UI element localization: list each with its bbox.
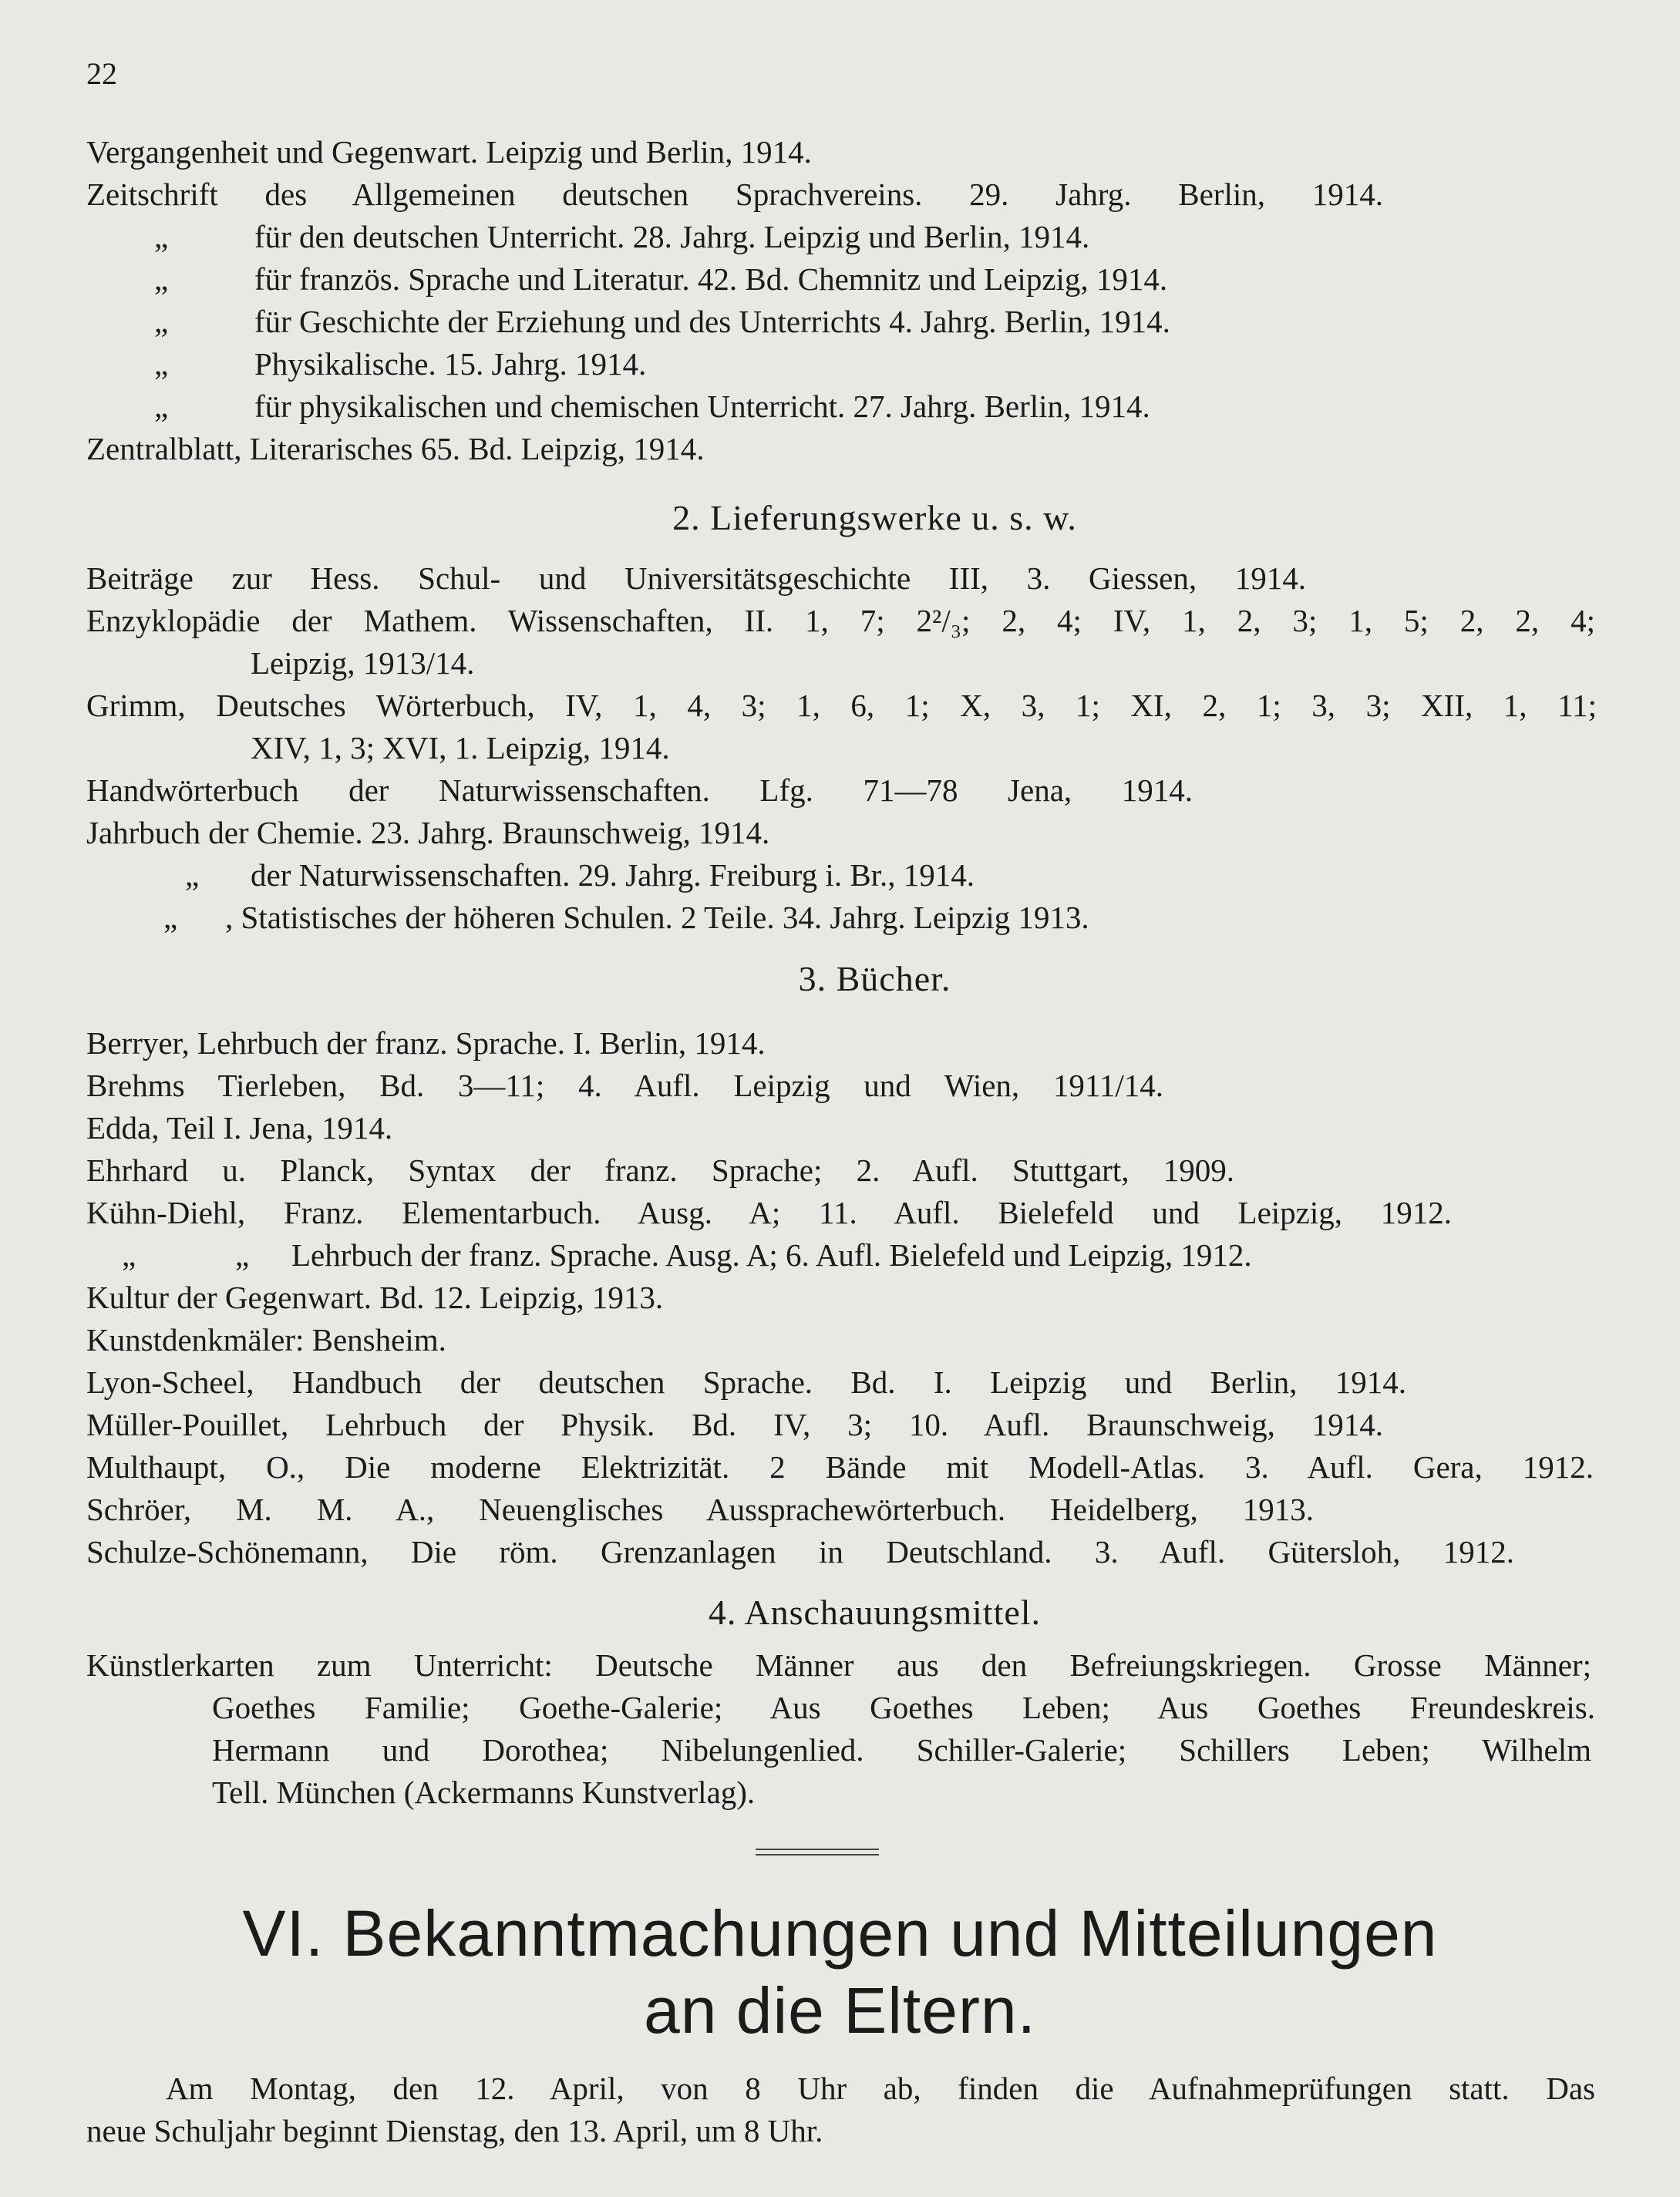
separator-rule (756, 1849, 879, 1859)
ditto-mark: „ (122, 1237, 136, 1273)
list-entry: der Naturwissenschaften. 29. Jahrg. Freiburg i. Br., 1914. (251, 857, 975, 893)
ditto-mark: „ (154, 261, 169, 297)
chapter-title: VI. Bekanntmachungen und Mitteilungen (242, 1897, 1438, 1970)
page-number: 22 (86, 56, 117, 91)
list-entry: Müller-Pouillet, Lehrbuch der Physik. Bd. IV, 3; 10. Aufl. Braunschweig, 1914. (86, 1407, 1383, 1442)
list-entry: Ehrhard u. Planck, Syntax der franz. Sprache; 2. Aufl. Stuttgart, 1909. (86, 1152, 1234, 1188)
list-entry-continuation: Hermann und Dorothea; Nibelungenlied. Schiller-Galerie; Schillers Leben; Wilhelm (212, 1732, 1591, 1768)
paragraph-line: neue Schuljahr beginnt Dienstag, den 13. April, um 8 Uhr. (86, 2113, 823, 2148)
list-entry: Berryer, Lehrbuch der franz. Sprache. I. Berlin, 1914. (86, 1025, 766, 1061)
list-entry: Edda, Teil I. Jena, 1914. (86, 1110, 393, 1146)
periodical-entry: für Geschichte der Erziehung und des Unterrichts 4. Jahrg. Berlin, 1914. (254, 304, 1170, 339)
ditto-mark: „ (185, 857, 200, 893)
ditto-mark: „ (235, 1237, 250, 1273)
periodical-entry: für physikalischen und chemischen Unterricht. 27. Jahrg. Berlin, 1914. (254, 389, 1150, 424)
list-entry: Multhaupt, O., Die moderne Elektrizität. 2 Bände mit Modell-Atlas. 3. Aufl. Gera, 1912. (86, 1449, 1594, 1485)
list-entry: Enzyklopädie der Mathem. Wissenschaften, II. 1, 7; 2²/₃; 2, 4; IV, 1, 2, 3; 1, 5; 2, 2, 4; (86, 603, 1595, 638)
section-heading-lieferungswerke: 2. Lieferungswerke u. s. w. (672, 498, 1077, 537)
list-entry-continuation: XIV, 1, 3; XVI, 1. Leipzig, 1914. (251, 730, 670, 765)
list-entry: Jahrbuch der Chemie. 23. Jahrg. Braunschweig, 1914. (86, 815, 770, 850)
list-entry: Lehrbuch der franz. Sprache. Ausg. A; 6. Aufl. Bielefeld und Leipzig, 1912. (291, 1237, 1252, 1273)
list-entry: Grimm, Deutsches Wörterbuch, IV, 1, 4, 3; 1, 6, 1; X, 3, 1; XI, 2, 1; 3, 3; XII, 1, 11; (86, 688, 1597, 723)
list-entry: Handwörterbuch der Naturwissenschaften. Lfg. 71—78 Jena, 1914. (86, 772, 1193, 808)
list-entry: Künstlerkarten zum Unterricht: Deutsche Männer aus den Befreiungskriegen. Grosse Männer; (86, 1647, 1591, 1683)
paragraph-line: Am Montag, den 12. April, von 8 Uhr ab, finden die Aufnahmeprüfungen statt. Das (166, 2071, 1595, 2106)
list-entry-continuation: Leipzig, 1913/14. (251, 645, 475, 681)
list-entry: Kühn-Diehl, Franz. Elementarbuch. Ausg. A; 11. Aufl. Bielefeld und Leipzig, 1912. (86, 1195, 1452, 1230)
ditto-mark: „ (163, 900, 178, 935)
periodical-entry: für französ. Sprache und Literatur. 42. Bd. Chemnitz und Leipzig, 1914. (254, 261, 1168, 297)
periodical-entry: Zeitschrift des Allgemeinen deutschen Sprachvereins. 29. Jahrg. Berlin, 1914. (86, 177, 1383, 212)
list-entry: Beiträge zur Hess. Schul- und Universitätsgeschichte III, 3. Giessen, 1914. (86, 560, 1306, 596)
list-entry: , Statistisches der höheren Schulen. 2 Teile. 34. Jahrg. Leipzig 1913. (225, 900, 1089, 935)
periodical-entry: Zentralblatt, Literarisches 65. Bd. Leipzig, 1914. (86, 431, 705, 466)
chapter-title-continued: an die Eltern. (644, 1974, 1036, 2047)
ditto-mark: „ (154, 346, 169, 382)
list-entry: Kultur der Gegenwart. Bd. 12. Leipzig, 1913. (86, 1280, 664, 1315)
list-entry: Lyon-Scheel, Handbuch der deutschen Sprache. Bd. I. Leipzig und Berlin, 1914. (86, 1364, 1406, 1400)
list-entry: Schulze-Schönemann, Die röm. Grenzanlagen in Deutschland. 3. Aufl. Gütersloh, 1912. (86, 1534, 1514, 1570)
list-entry: Brehms Tierleben, Bd. 3—11; 4. Aufl. Leipzig und Wien, 1911/14. (86, 1068, 1163, 1103)
list-entry: Kunstdenkmäler: Bensheim. (86, 1322, 446, 1358)
periodical-entry: für den deutschen Unterricht. 28. Jahrg. Leipzig und Berlin, 1914. (254, 219, 1090, 254)
ditto-mark: „ (154, 389, 169, 424)
list-entry-continuation: Tell. München (Ackermanns Kunstverlag). (212, 1775, 756, 1810)
ditto-mark: „ (154, 219, 169, 254)
periodical-entry: Physikalische. 15. Jahrg. 1914. (254, 346, 647, 382)
section-heading-buecher: 3. Bücher. (798, 959, 951, 998)
section-heading-anschauungsmittel: 4. Anschauungsmittel. (708, 1593, 1042, 1632)
list-entry-continuation: Goethes Familie; Goethe-Galerie; Aus Goethes Leben; Aus Goethes Freundeskreis. (212, 1690, 1595, 1725)
list-entry: Schröer, M. M. A., Neuenglisches Aussprachewörterbuch. Heidelberg, 1913. (86, 1492, 1314, 1527)
ditto-mark: „ (154, 304, 169, 339)
periodical-entry: Vergangenheit und Gegenwart. Leipzig und Berlin, 1914. (86, 134, 812, 170)
